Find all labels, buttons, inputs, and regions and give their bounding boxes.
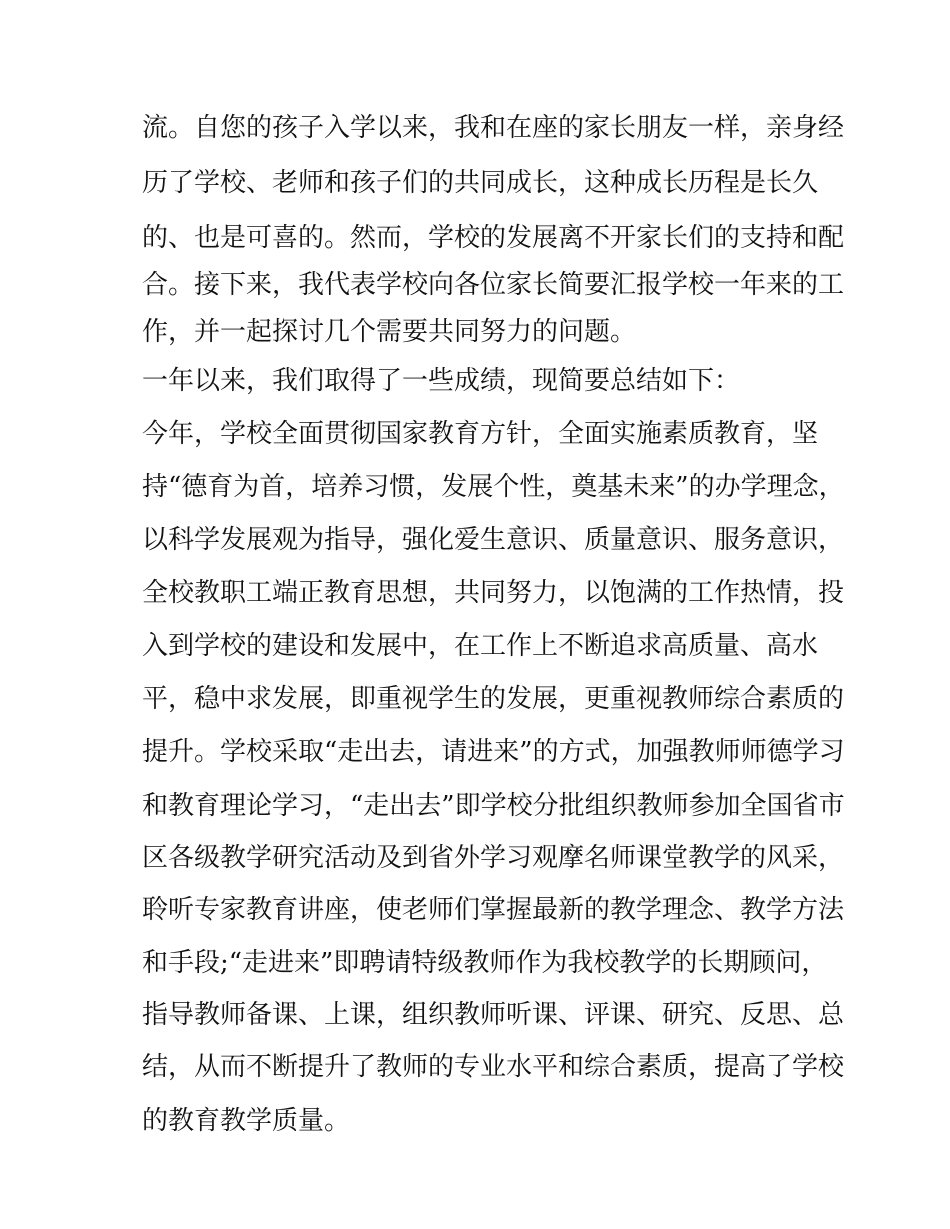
text-line: 一年以来，我们取得了一些成绩，现简要总结如下：: [142, 366, 741, 396]
text-line: 结，从而不断提升了教师的专业水平和综合素质，提高了学校: [142, 1052, 845, 1082]
text-line: 和手段;“走进来”即聘请特级教师作为我校教学的长期顾问，: [142, 948, 828, 978]
text-line: 提升。学校采取“走出去，请进来”的方式，加强教师师德学习: [142, 737, 845, 767]
text-line: 持“德育为首，培养习惯，发展个性，奠基未来”的办学理念，: [142, 472, 845, 502]
text-line: 今年，学校全面贯彻国家教育方针，全面实施素质教育，坚: [142, 419, 819, 449]
text-line: 流。自您的孩子入学以来，我和在座的家长朋友一样，亲身经: [142, 113, 845, 143]
text-line: 作，并一起探讨几个需要共同努力的问题。: [142, 317, 637, 347]
text-line: 区各级教学研究活动及到省外学习观摩名师课堂教学的风采，: [142, 843, 845, 873]
text-line: 指导教师备课、上课，组织教师听课、评课、研究、反思、总: [142, 1000, 845, 1030]
text-line: 聆听专家教育讲座，使老师们掌握最新的教学理念、教学方法: [142, 895, 845, 925]
text-line: 全校教职工端正教育思想，共同努力，以饱满的工作热情，投: [142, 578, 845, 608]
text-line: 的、也是可喜的。然而，学校的发展离不开家长们的支持和配: [142, 223, 845, 253]
text-line: 和教育理论学习，“走出去”即学校分批组织教师参加全国省市: [142, 791, 845, 821]
text-line: 合。接下来，我代表学校向各位家长简要汇报学校一年来的工: [142, 270, 845, 300]
text-line: 以科学发展观为指导，强化爱生意识、质量意识、服务意识，: [142, 525, 845, 555]
text-line: 入到学校的建设和发展中，在工作上不断追求高质量、高水: [142, 631, 819, 661]
text-line: 平，稳中求发展，即重视学生的发展，更重视教师综合素质的: [142, 684, 845, 714]
text-line: 的教育教学质量。: [142, 1106, 351, 1136]
text-line: 历了学校、老师和孩子们的共同成长，这种成长历程是长久: [142, 168, 819, 198]
